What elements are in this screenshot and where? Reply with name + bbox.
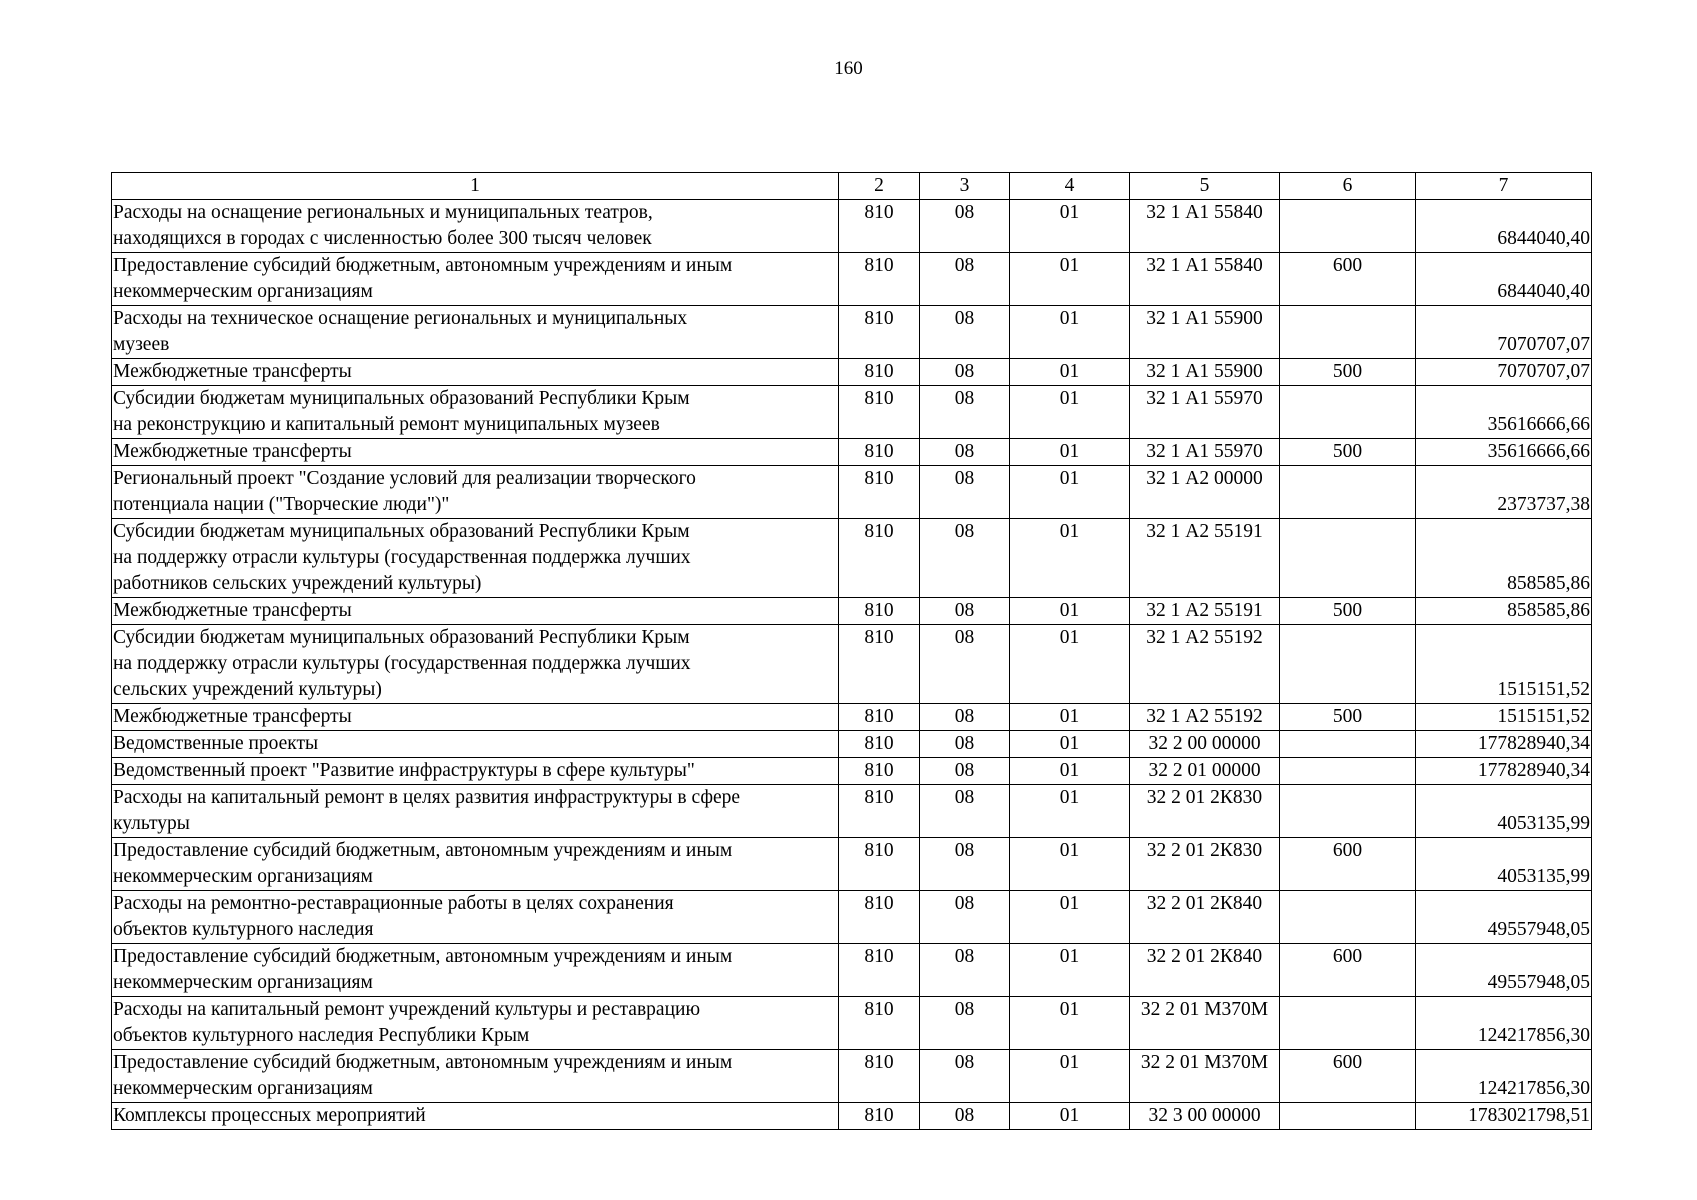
row-expense-type: 600 <box>1280 253 1416 306</box>
row-expense-type <box>1280 306 1416 359</box>
table-row <box>112 1050 1592 1103</box>
row-subsection-code: 01 <box>1010 253 1130 306</box>
row-target-code: 32 1 А1 55840 <box>1130 253 1280 306</box>
description-line: культуры <box>113 813 190 834</box>
description-line: Межбюджетные трансферты <box>113 361 352 382</box>
row-amount: 124217856,30 <box>1416 997 1592 1050</box>
row-target-code: 32 1 А2 55191 <box>1130 519 1280 598</box>
row-admin-code: 810 <box>839 625 920 704</box>
row-subsection-code: 01 <box>1010 997 1130 1050</box>
row-description <box>112 598 839 625</box>
row-amount: 1515151,52 <box>1416 704 1592 731</box>
row-section-code: 08 <box>920 758 1010 785</box>
row-section-code: 08 <box>920 731 1010 758</box>
row-description <box>112 704 839 731</box>
description-line: на поддержку отрасли культуры (государственная поддержка лучших <box>113 653 691 674</box>
row-amount: 858585,86 <box>1416 519 1592 598</box>
column-header: 3 <box>920 173 1010 200</box>
row-target-code: 32 1 А2 55192 <box>1130 704 1280 731</box>
row-target-code: 32 1 А1 55840 <box>1130 200 1280 253</box>
row-subsection-code: 01 <box>1010 386 1130 439</box>
row-section-code: 08 <box>920 200 1010 253</box>
description-line: работников сельских учреждений культуры) <box>113 573 482 594</box>
row-subsection-code: 01 <box>1010 625 1130 704</box>
row-admin-code: 810 <box>839 466 920 519</box>
row-description <box>112 1103 839 1130</box>
description-line: потенциала нации ("Творческие люди")" <box>113 494 450 515</box>
table-row <box>112 519 1592 598</box>
description-line: Предоставление субсидий бюджетным, автономным учреждениям и иным <box>113 840 733 861</box>
row-description <box>112 306 839 359</box>
column-header: 6 <box>1280 173 1416 200</box>
table-body <box>112 173 1592 1130</box>
row-admin-code: 810 <box>839 785 920 838</box>
description-line: Региональный проект "Создание условий для реализации творческого <box>113 468 696 489</box>
row-expense-type <box>1280 997 1416 1050</box>
row-section-code: 08 <box>920 785 1010 838</box>
row-expense-type <box>1280 891 1416 944</box>
row-target-code: 32 2 01 М370М <box>1130 1050 1280 1103</box>
row-target-code: 32 1 А1 55900 <box>1130 306 1280 359</box>
row-admin-code: 810 <box>839 359 920 386</box>
description-line: Предоставление субсидий бюджетным, автономным учреждениям и иным <box>113 255 733 276</box>
row-description <box>112 731 839 758</box>
row-expense-type: 600 <box>1280 1050 1416 1103</box>
description-line: Ведомственный проект "Развитие инфраструктуры в сфере культуры" <box>113 760 695 781</box>
row-subsection-code: 01 <box>1010 891 1130 944</box>
description-line: некоммерческим организациям <box>113 1078 373 1099</box>
row-admin-code: 810 <box>839 200 920 253</box>
row-description <box>112 838 839 891</box>
row-admin-code: 810 <box>839 944 920 997</box>
row-amount: 858585,86 <box>1416 598 1592 625</box>
row-section-code: 08 <box>920 306 1010 359</box>
description-line: Расходы на ремонтно-реставрационные работы в целях сохранения <box>113 893 674 914</box>
row-description <box>112 944 839 997</box>
row-amount: 1783021798,51 <box>1416 1103 1592 1130</box>
row-section-code: 08 <box>920 466 1010 519</box>
row-section-code: 08 <box>920 704 1010 731</box>
table-row <box>112 386 1592 439</box>
row-expense-type <box>1280 466 1416 519</box>
row-admin-code: 810 <box>839 997 920 1050</box>
row-target-code: 32 1 А2 00000 <box>1130 466 1280 519</box>
table-row <box>112 625 1592 704</box>
row-amount: 177828940,34 <box>1416 758 1592 785</box>
row-target-code: 32 1 А2 55191 <box>1130 598 1280 625</box>
description-line: на реконструкцию и капитальный ремонт муниципальных музеев <box>113 414 660 435</box>
row-target-code: 32 2 01 2К840 <box>1130 944 1280 997</box>
description-line: Предоставление субсидий бюджетным, автономным учреждениям и иным <box>113 1052 733 1073</box>
table-row <box>112 731 1592 758</box>
description-line: Субсидии бюджетам муниципальных образований Республики Крым <box>113 627 690 648</box>
row-admin-code: 810 <box>839 306 920 359</box>
row-target-code: 32 1 А1 55970 <box>1130 386 1280 439</box>
row-admin-code: 810 <box>839 704 920 731</box>
row-admin-code: 810 <box>839 598 920 625</box>
row-amount: 4053135,99 <box>1416 838 1592 891</box>
row-target-code: 32 2 01 00000 <box>1130 758 1280 785</box>
row-section-code: 08 <box>920 944 1010 997</box>
description-line: Межбюджетные трансферты <box>113 441 352 462</box>
row-amount: 7070707,07 <box>1416 306 1592 359</box>
description-line: Предоставление субсидий бюджетным, автономным учреждениям и иным <box>113 946 733 967</box>
column-header: 1 <box>112 173 839 200</box>
description-line: некоммерческим организациям <box>113 866 373 887</box>
row-amount: 49557948,05 <box>1416 944 1592 997</box>
row-amount: 6844040,40 <box>1416 253 1592 306</box>
row-expense-type <box>1280 731 1416 758</box>
row-description <box>112 997 839 1050</box>
row-description <box>112 758 839 785</box>
column-header: 4 <box>1010 173 1130 200</box>
row-description <box>112 466 839 519</box>
row-amount: 49557948,05 <box>1416 891 1592 944</box>
row-admin-code: 810 <box>839 838 920 891</box>
table-row <box>112 704 1592 731</box>
row-expense-type <box>1280 200 1416 253</box>
table-row <box>112 838 1592 891</box>
row-admin-code: 810 <box>839 386 920 439</box>
row-amount: 6844040,40 <box>1416 200 1592 253</box>
table-row <box>112 944 1592 997</box>
row-expense-type: 500 <box>1280 704 1416 731</box>
column-header: 7 <box>1416 173 1592 200</box>
row-subsection-code: 01 <box>1010 944 1130 997</box>
description-line: Субсидии бюджетам муниципальных образований Республики Крым <box>113 388 690 409</box>
row-subsection-code: 01 <box>1010 838 1130 891</box>
description-line: Расходы на капитальный ремонт в целях развития инфраструктуры в сфере <box>113 787 741 808</box>
header-row <box>112 173 1592 200</box>
row-amount: 2373737,38 <box>1416 466 1592 519</box>
row-description <box>112 359 839 386</box>
row-expense-type: 500 <box>1280 439 1416 466</box>
row-admin-code: 810 <box>839 1103 920 1130</box>
row-section-code: 08 <box>920 997 1010 1050</box>
row-target-code: 32 2 01 М370М <box>1130 997 1280 1050</box>
description-line: Субсидии бюджетам муниципальных образований Республики Крым <box>113 521 690 542</box>
row-section-code: 08 <box>920 838 1010 891</box>
description-line: Расходы на капитальный ремонт учреждений культуры и реставрацию <box>113 999 701 1020</box>
row-expense-type <box>1280 386 1416 439</box>
row-section-code: 08 <box>920 439 1010 466</box>
row-amount: 35616666,66 <box>1416 386 1592 439</box>
row-target-code: 32 1 А1 55970 <box>1130 439 1280 466</box>
table-row <box>112 466 1592 519</box>
row-subsection-code: 01 <box>1010 1103 1130 1130</box>
description-line: на поддержку отрасли культуры (государственная поддержка лучших <box>113 547 691 568</box>
description-line: музеев <box>113 334 170 355</box>
table-row <box>112 306 1592 359</box>
row-target-code: 32 2 01 2К830 <box>1130 838 1280 891</box>
row-target-code: 32 2 00 00000 <box>1130 731 1280 758</box>
description-line: Комплексы процессных мероприятий <box>113 1105 426 1126</box>
row-admin-code: 810 <box>839 519 920 598</box>
row-admin-code: 810 <box>839 758 920 785</box>
column-header: 2 <box>839 173 920 200</box>
description-line: Расходы на техническое оснащение региональных и муниципальных <box>113 308 688 329</box>
description-line: находящихся в городах с численностью более 300 тысяч человек <box>113 228 652 249</box>
description-line: сельских учреждений культуры) <box>113 679 382 700</box>
row-target-code: 32 1 А1 55900 <box>1130 359 1280 386</box>
description-line: некоммерческим организациям <box>113 972 373 993</box>
row-subsection-code: 01 <box>1010 758 1130 785</box>
description-line: некоммерческим организациям <box>113 281 373 302</box>
table-row <box>112 598 1592 625</box>
table-row <box>112 359 1592 386</box>
row-expense-type: 500 <box>1280 598 1416 625</box>
row-expense-type <box>1280 519 1416 598</box>
row-expense-type: 500 <box>1280 359 1416 386</box>
row-amount: 177828940,34 <box>1416 731 1592 758</box>
row-expense-type <box>1280 1103 1416 1130</box>
row-amount: 7070707,07 <box>1416 359 1592 386</box>
table-row <box>112 785 1592 838</box>
description-line: объектов культурного наследия <box>113 919 374 940</box>
row-admin-code: 810 <box>839 253 920 306</box>
row-subsection-code: 01 <box>1010 785 1130 838</box>
row-description <box>112 1050 839 1103</box>
row-amount: 124217856,30 <box>1416 1050 1592 1103</box>
row-target-code: 32 1 А2 55192 <box>1130 625 1280 704</box>
row-target-code: 32 2 01 2К830 <box>1130 785 1280 838</box>
row-expense-type <box>1280 625 1416 704</box>
row-description <box>112 200 839 253</box>
row-expense-type <box>1280 758 1416 785</box>
row-subsection-code: 01 <box>1010 200 1130 253</box>
row-subsection-code: 01 <box>1010 519 1130 598</box>
row-description <box>112 253 839 306</box>
row-expense-type: 600 <box>1280 838 1416 891</box>
row-subsection-code: 01 <box>1010 704 1130 731</box>
description-line: Расходы на оснащение региональных и муниципальных театров, <box>113 202 653 223</box>
row-subsection-code: 01 <box>1010 439 1130 466</box>
row-section-code: 08 <box>920 598 1010 625</box>
row-expense-type: 600 <box>1280 944 1416 997</box>
description-line: Межбюджетные трансферты <box>113 600 352 621</box>
row-section-code: 08 <box>920 1103 1010 1130</box>
row-section-code: 08 <box>920 625 1010 704</box>
description-line: Ведомственные проекты <box>113 733 319 754</box>
row-target-code: 32 2 01 2К840 <box>1130 891 1280 944</box>
table-row <box>112 253 1592 306</box>
row-subsection-code: 01 <box>1010 306 1130 359</box>
row-subsection-code: 01 <box>1010 466 1130 519</box>
row-amount: 1515151,52 <box>1416 625 1592 704</box>
table-row <box>112 200 1592 253</box>
row-amount: 4053135,99 <box>1416 785 1592 838</box>
row-section-code: 08 <box>920 359 1010 386</box>
row-subsection-code: 01 <box>1010 359 1130 386</box>
row-description <box>112 785 839 838</box>
table-row <box>112 891 1592 944</box>
table-row <box>112 1103 1592 1130</box>
row-amount: 35616666,66 <box>1416 439 1592 466</box>
row-subsection-code: 01 <box>1010 598 1130 625</box>
row-subsection-code: 01 <box>1010 1050 1130 1103</box>
page-number: 160 <box>834 58 863 79</box>
row-section-code: 08 <box>920 386 1010 439</box>
row-admin-code: 810 <box>839 891 920 944</box>
row-admin-code: 810 <box>839 731 920 758</box>
row-target-code: 32 3 00 00000 <box>1130 1103 1280 1130</box>
row-description <box>112 386 839 439</box>
row-section-code: 08 <box>920 253 1010 306</box>
description-line: объектов культурного наследия Республики Крым <box>113 1025 530 1046</box>
row-admin-code: 810 <box>839 439 920 466</box>
table-row <box>112 439 1592 466</box>
row-description <box>112 891 839 944</box>
column-header: 5 <box>1130 173 1280 200</box>
row-subsection-code: 01 <box>1010 731 1130 758</box>
table-row <box>112 758 1592 785</box>
budget-table <box>111 172 1592 1130</box>
row-description <box>112 439 839 466</box>
row-admin-code: 810 <box>839 1050 920 1103</box>
row-section-code: 08 <box>920 891 1010 944</box>
table-row <box>112 997 1592 1050</box>
row-section-code: 08 <box>920 519 1010 598</box>
description-line: Межбюджетные трансферты <box>113 706 352 727</box>
row-section-code: 08 <box>920 1050 1010 1103</box>
row-expense-type <box>1280 785 1416 838</box>
row-description <box>112 625 839 704</box>
row-description <box>112 519 839 598</box>
